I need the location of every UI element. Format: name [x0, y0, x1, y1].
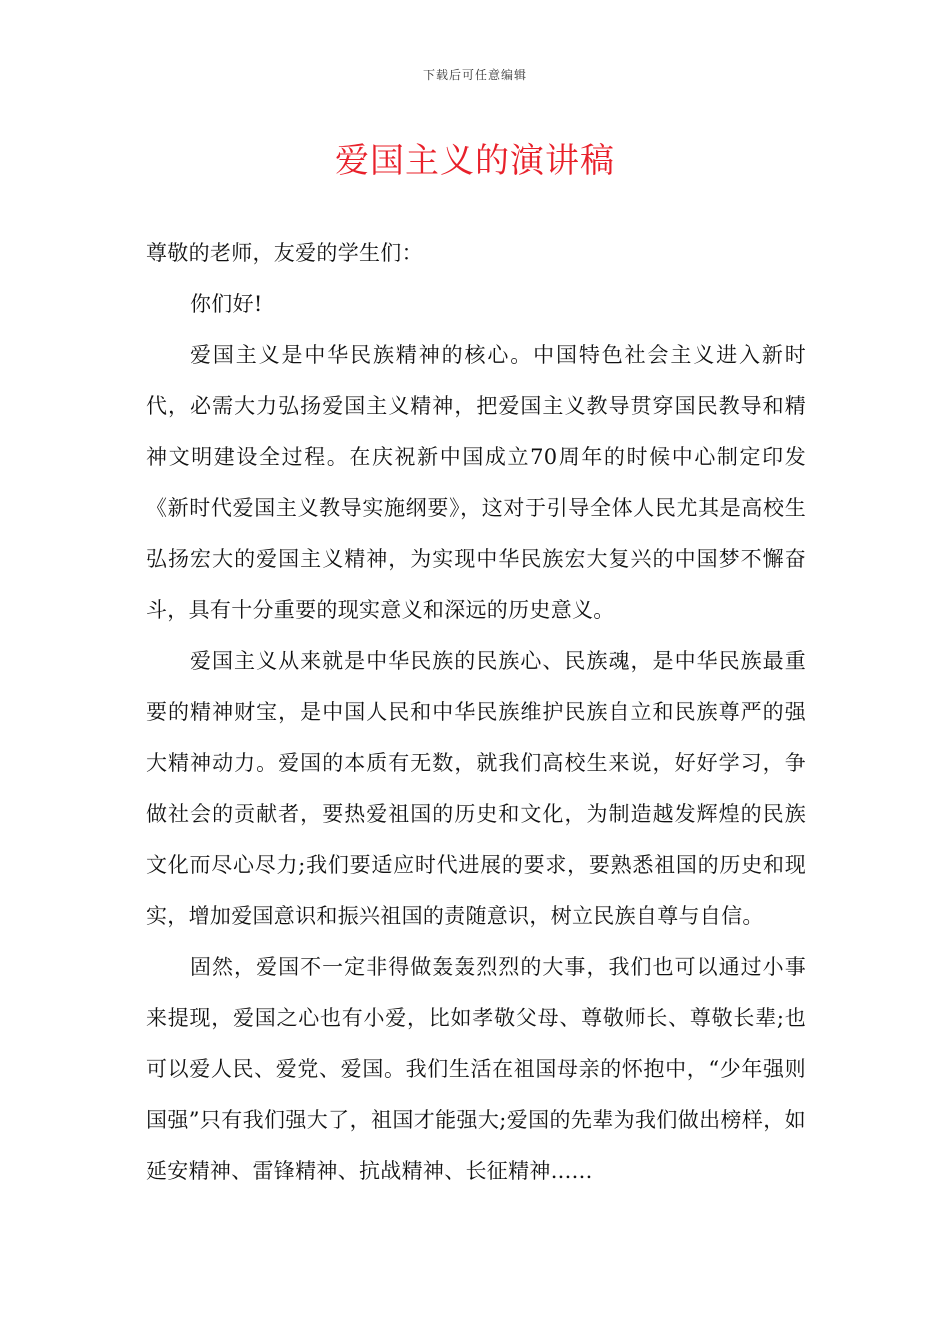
- document-title: 爱国主义的演讲稿: [335, 141, 615, 181]
- paragraph-3: 固然，爱国不一定非得做轰轰烈烈的大事，我们也可以通过小事来提现，爱国之心也有小爱，比如孝敬父母、尊敬师长、尊敬长辈;也可以爱人民、爱党、爱国。我们生活在祖国母亲的怀抱中，“少年强则国强”只有我们强大了，祖国才能强大;爱国的先辈为我们做出榜样，如延安精神、雷锋精神、抗战精神、长征精神......: [146, 955, 806, 1183]
- greeting: 你们好!: [190, 292, 263, 316]
- header-note: 下载后可任意编辑: [422, 68, 527, 82]
- salutation: 尊敬的老师，友爱的学生们：: [146, 241, 423, 265]
- document-body: [146, 228, 806, 1197]
- paragraph-2: 爱国主义从来就是中华民族的民族心、民族魂，是中华民族最重要的精神财宝，是中国人民和中华民族维护民族自立和民族尊严的强大精神动力。爱国的本质有无数，就我们高校生来说，好好学习，争做社会的贡献者，要热爱祖国的历史和文化，为制造越发辉煌的民族文化而尽心尽力;我们要适应时代进展的要求，要熟悉祖国的历史和现实，增加爱国意识和振兴祖国的责随意识，树立民族自尊与自信。: [146, 649, 806, 928]
- paragraph-1: 爱国主义是中华民族精神的核心。中国特色社会主义进入新时代，必需大力弘扬爱国主义精神，把爱国主义教导贯穿国民教导和精神文明建设全过程。在庆祝新中国成立70周年的时候中心制定印发《新时代爱国主义教导实施纲要》，这对于引导全体人民尤其是高校生弘扬宏大的爱国主义精神，为实现中华民族宏大复兴的中国梦不懈奋斗，具有十分重要的现实意义和深远的历史意义。: [146, 343, 806, 622]
